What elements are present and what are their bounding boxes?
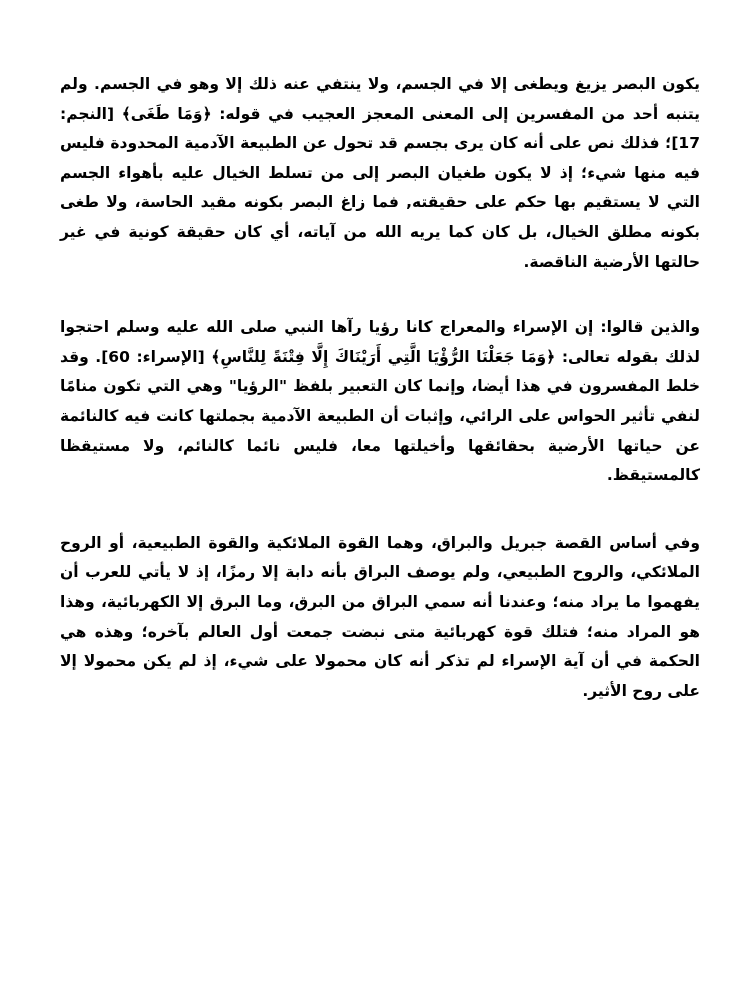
paragraph: وفي أساس القصة جبريل والبراق، وهما القوة الملائكية والقوة الطبيعية، أو الروح الملائكي، والروح الطبيعي، ولم يوصف البراق بأنه دابة إلا رمزًا، إذ لا يأتي للعرب أن يفهموا ما يراد منه؛ وعندنا أنه سمي البراق من البرق، وما البرق إلا الكهربائية، وهذا هو المراد منه؛ فتلك قوة كهربائية متى نبضت جمعت أول العالم بآخره؛ وهذه هي الحكمة في أن آية الإسراء لم تذكر أنه كان محمولا على شيء، إذ لم يكن محمولا إلا على روح الأثير. [60,533,700,700]
document-page [60,70,700,706]
paragraph: والذين قالوا: إن الإسراء والمعراج كانا رؤيا رآها النبي صلى الله عليه وسلم احتجوا لذلك بقوله تعالى: ﴿وَمَا جَعَلْنَا الرُّؤْيَا الَّتِي أَرَيْنَاكَ إِلَّا فِتْنَةً لِلنَّاسِ﴾ [الإسراء: 60]. وقد خلط المفسرون في هذا أيضا، وإنما كان التعبير بلفظ "الرؤيا" وهي التي تكون منامًا لنفي تأثير الحواس على الرائي، وإثبات أن الطبيعة الآدمية بجملتها كانت فيه كالنائمة عن حياتها الأرضية بحقائقها وأخيلتها معا، فليس نائما كالنائم، ولا مستيقظا كالمستيقظ. [60,318,701,485]
paragraph: يكون البصر يزيغ ويطغى إلا في الجسم، ولا ينتفي عنه ذلك إلا وهو في الجسم. ولم يتنبه أحد من المفسرين إلى المعنى المعجز العجيب في قوله: ﴿وَمَا طَغَى﴾ [النجم: 17]؛ فذلك نص على أنه كان يرى بجسم قد تحول عن الطبيعة الآدمية المحدودة فليس فيه منها شيء؛ إذ لا يكون طغيان البصر إلى من تسلط الخيال عليه بأهواء الجسم التي لا يستقيم بها حكم على حقيقته, فما زاغ البصر بكونه مقيد الحاسة، ولا طغى بكونه مطلق الخيال، بل كان كما يريه الله من آياته، أي كان حقيقة كونية في غير حالتها الأرضية الناقصة. [60,75,700,271]
